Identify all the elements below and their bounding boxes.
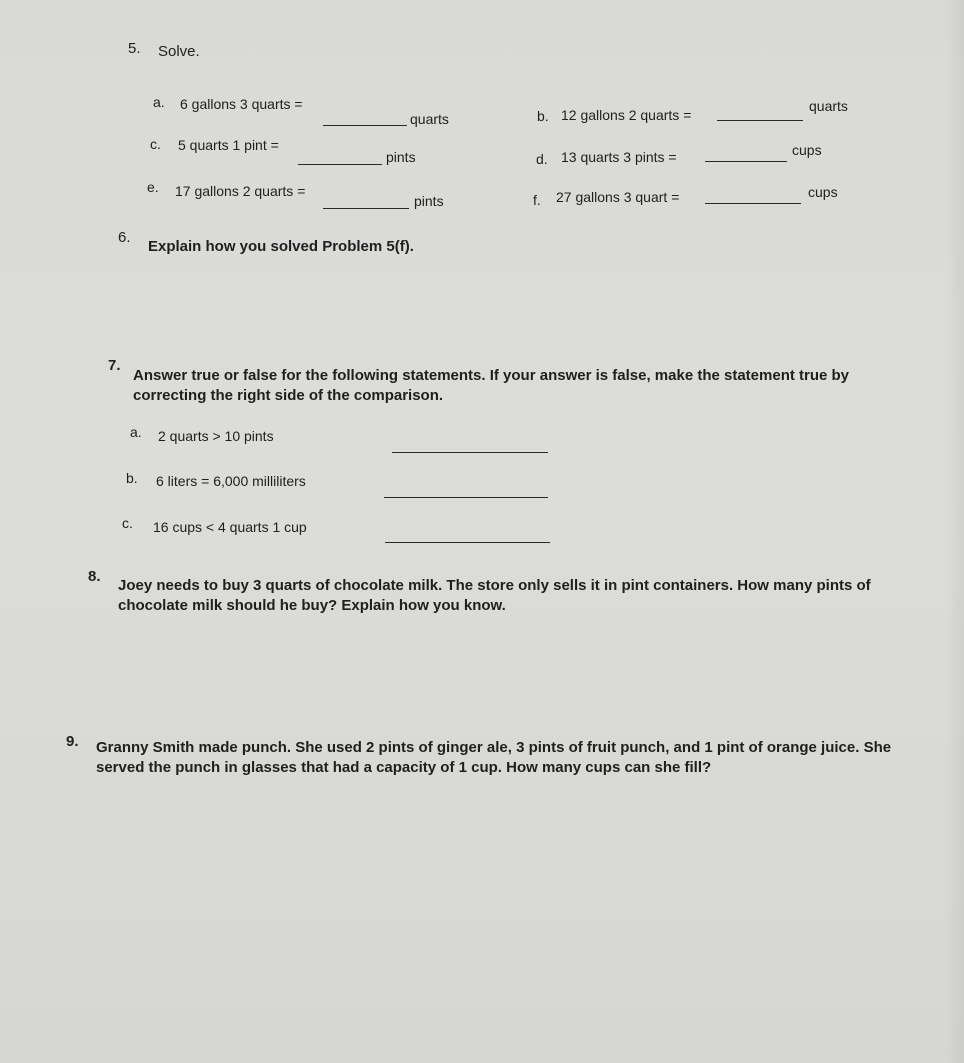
- q5b-answer-blank[interactable]: [717, 120, 803, 121]
- q5f-text: 27 gallons 3 quart =: [556, 189, 680, 205]
- q5c-text: 5 quarts 1 pint =: [178, 137, 279, 153]
- question-9-text: Granny Smith made punch. She used 2 pints of ginger ale, 3 pints of fruit punch, and 1 pint of orange juice. She served the punch in glasses that had a capacity of 1 cup. How many cups can she fill?: [96, 739, 892, 776]
- q7a-answer-blank[interactable]: [392, 452, 548, 453]
- question-8-text: Joey needs to buy 3 quarts of chocolate milk. The store only sells it in pint containers. How many pints of chocolate milk should he buy? Explain how you know.: [118, 577, 871, 614]
- q5d-letter: d.: [536, 151, 548, 167]
- q7a-letter: a.: [130, 424, 142, 440]
- question-5-title: Solve.: [158, 43, 200, 60]
- q7b-answer-blank[interactable]: [384, 497, 548, 498]
- q5e-unit: pints: [414, 193, 444, 209]
- q5a-text: 6 gallons 3 quarts =: [180, 96, 303, 112]
- q5b-unit: quarts: [809, 98, 848, 114]
- question-8-number: 8.: [88, 568, 101, 585]
- question-8-answer-area[interactable]: [110, 630, 900, 720]
- q5f-letter: f.: [533, 192, 541, 208]
- q7b-text: 6 liters = 6,000 milliliters: [156, 473, 306, 489]
- question-7-number: 7.: [108, 357, 121, 374]
- question-7-text: Answer true or false for the following statements. If your answer is false, make the statement true by correcting the right side of the comparison.: [133, 367, 850, 404]
- q5d-unit: cups: [792, 142, 822, 158]
- q7c-answer-blank[interactable]: [385, 542, 550, 543]
- q5b-text: 12 gallons 2 quarts =: [561, 107, 692, 123]
- q5c-unit: pints: [386, 149, 416, 165]
- question-6-number: 6.: [118, 229, 131, 246]
- q5f-answer-blank[interactable]: [705, 203, 801, 204]
- q7c-text: 16 cups < 4 quarts 1 cup: [153, 519, 307, 535]
- page-edge-shadow: [946, 0, 964, 1063]
- q5f-unit: cups: [808, 184, 838, 200]
- q5c-answer-blank[interactable]: [298, 164, 382, 165]
- question-5-number: 5.: [128, 40, 141, 57]
- q5a-letter: a.: [153, 94, 165, 110]
- question-9-answer-area[interactable]: [90, 830, 890, 1030]
- q7b-letter: b.: [126, 470, 138, 486]
- q5a-answer-blank[interactable]: [323, 125, 407, 126]
- q5c-letter: c.: [150, 136, 161, 152]
- q5d-text: 13 quarts 3 pints =: [561, 149, 677, 165]
- q5b-letter: b.: [537, 108, 549, 124]
- q5e-letter: e.: [147, 179, 159, 195]
- q5e-text: 17 gallons 2 quarts =: [175, 183, 306, 199]
- question-9-number: 9.: [66, 733, 79, 750]
- q7a-text: 2 quarts > 10 pints: [158, 428, 274, 444]
- q5e-answer-blank[interactable]: [323, 208, 409, 209]
- q5d-answer-blank[interactable]: [705, 161, 787, 162]
- question-6-text: Explain how you solved Problem 5(f).: [148, 238, 414, 255]
- q5a-unit: quarts: [410, 111, 449, 127]
- q7c-letter: c.: [122, 515, 133, 531]
- question-6-answer-area[interactable]: [140, 264, 900, 344]
